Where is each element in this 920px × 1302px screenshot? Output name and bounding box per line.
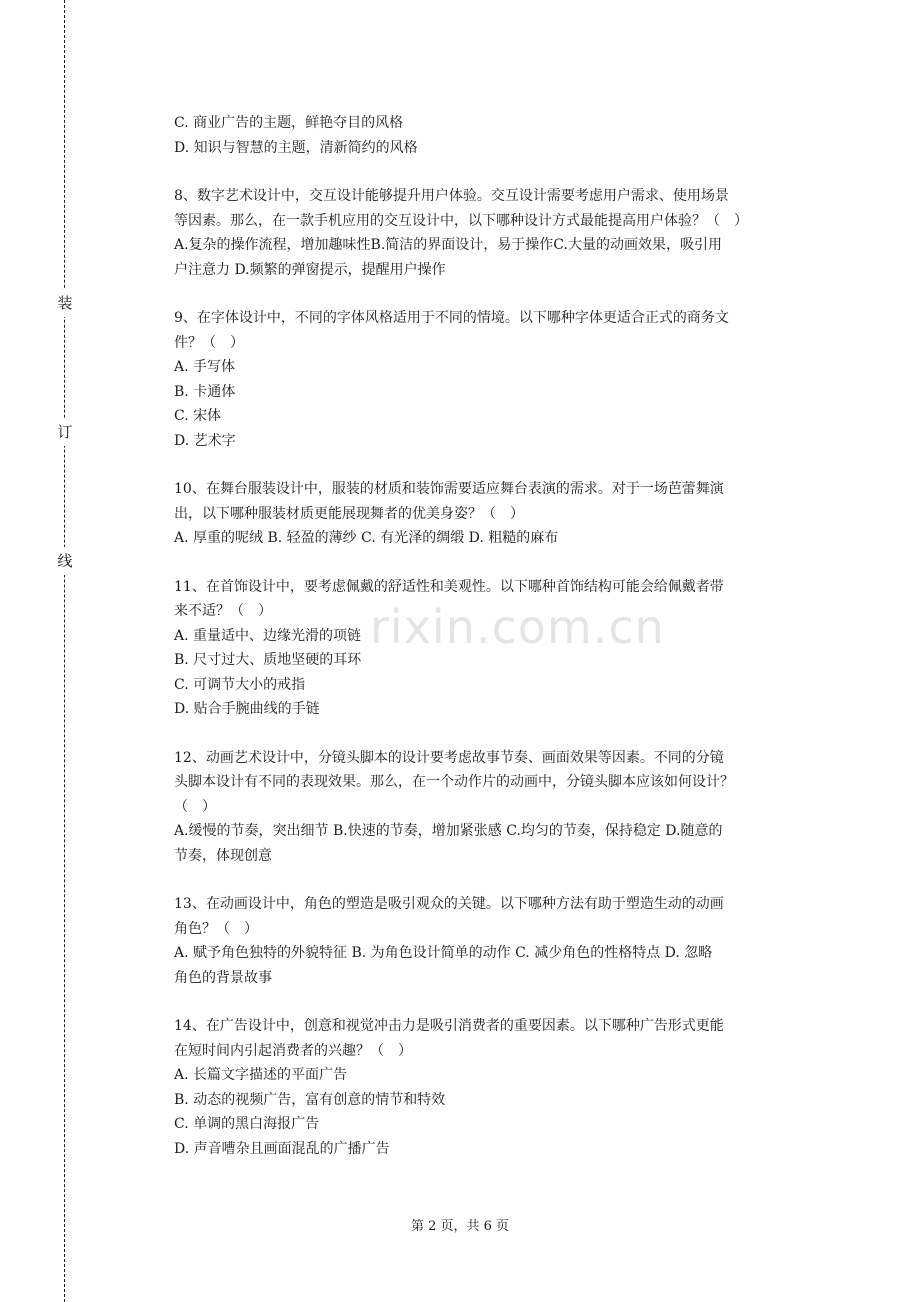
options-text: A. 赋予角色独特的外貌特征 B. 为角色设计简单的动作 C. 减少角色的性格特点 D. 忽略 bbox=[174, 945, 713, 961]
question-text: 件？（ ） bbox=[174, 334, 244, 351]
option-b: B. 动态的视频广告，富有创意的情节和特效 bbox=[174, 1091, 446, 1108]
options-text: 角色的背景故事 bbox=[174, 969, 272, 986]
question-13 bbox=[174, 892, 824, 990]
question-text: 在短时间内引起消费者的兴趣？（ ） bbox=[174, 1042, 412, 1059]
question-text: （ ） bbox=[174, 798, 216, 815]
options-text: A.复杂的操作流程，增加趣味性B.简洁的界面设计，易于操作C.大量的动画效果，吸引用 bbox=[174, 237, 722, 253]
option-c: C. 可调节大小的戒指 bbox=[174, 676, 306, 693]
binding-char-ding: 订 bbox=[56, 418, 74, 446]
question-text: 头脚本设计有不同的表现效果。那么，在一个动作片的动画中，分镜头脚本应该如何设计？ bbox=[174, 774, 734, 790]
question-content bbox=[174, 111, 824, 1161]
question-text: 等因素。那么，在一款手机应用的交互设计中，以下哪种设计方式最能提高用户体验？（ ） bbox=[174, 212, 748, 229]
options-text: A.缓慢的节奏，突出细节 B.快速的节奏，增加紧张感 C.均匀的节奏，保持稳定 D.随意的 bbox=[174, 823, 723, 839]
options-text: 节奏，体现创意 bbox=[174, 847, 272, 864]
option-a: A. 长篇文字描述的平面广告 bbox=[174, 1067, 348, 1083]
question-7-tail bbox=[174, 111, 824, 160]
question-text: 9、在字体设计中，不同的字体风格适用于不同的情境。以下哪种字体更适合正式的商务文 bbox=[174, 310, 729, 326]
question-text: 13、在动画设计中，角色的塑造是吸引观众的关键。以下哪种方法有助于塑造生动的动画 bbox=[174, 896, 724, 912]
binding-char-xian: 线 bbox=[56, 547, 74, 575]
option-d: D. 艺术字 bbox=[174, 432, 236, 449]
question-text: 来不适？（ ） bbox=[174, 603, 272, 619]
option-b: B. 卡通体 bbox=[174, 383, 236, 400]
option-c: C. 单调的黑白海报广告 bbox=[174, 1116, 320, 1132]
option-b: B. 尺寸过大、质地坚硬的耳环 bbox=[174, 652, 362, 668]
option-c: C. 商业广告的主题，鲜艳夺目的风格 bbox=[174, 115, 404, 131]
binding-char-zhuang: 装 bbox=[56, 289, 74, 317]
watermark: rixin.com.cn bbox=[370, 600, 665, 654]
option-a: A. 重量适中、边缘光滑的项链 bbox=[174, 627, 362, 644]
question-text: 角色？（ ） bbox=[174, 920, 258, 937]
options-text: A. 厚重的呢绒 B. 轻盈的薄纱 C. 有光泽的绸缎 D. 粗糙的麻布 bbox=[174, 530, 559, 546]
question-9 bbox=[174, 306, 824, 453]
question-text: 14、在广告设计中，创意和视觉冲击力是吸引消费者的重要因素。以下哪种广告形式更能 bbox=[174, 1018, 724, 1034]
question-10 bbox=[174, 477, 824, 551]
question-text: 11、在首饰设计中，要考虑佩戴的舒适性和美观性。以下哪种首饰结构可能会给佩戴者带 bbox=[174, 578, 724, 595]
options-text: 户注意力 D.频繁的弹窗提示，提醒用户操作 bbox=[174, 261, 446, 278]
question-text: 出，以下哪种服装材质更能展现舞者的优美身姿？（ ） bbox=[174, 505, 524, 522]
option-d: D. 知识与智慧的主题，清新简约的风格 bbox=[174, 139, 418, 156]
option-c: C. 宋体 bbox=[174, 408, 222, 424]
option-d: D. 贴合手腕曲线的手链 bbox=[174, 701, 320, 717]
question-12 bbox=[174, 746, 824, 869]
question-text: 12、动画艺术设计中，分镜头脚本的设计要考虑故事节奏、画面效果等因素。不同的分镜 bbox=[174, 749, 724, 766]
question-14 bbox=[174, 1014, 824, 1161]
option-a: A. 手写体 bbox=[174, 359, 236, 375]
question-text: 8、数字艺术设计中，交互设计能够提升用户体验。交互设计需要考虑用户需求、使用场景 bbox=[174, 188, 729, 204]
question-8 bbox=[174, 184, 824, 282]
option-d: D. 声音嘈杂且画面混乱的广播广告 bbox=[174, 1140, 390, 1157]
binding-dashed-line bbox=[64, 0, 65, 1302]
question-text: 10、在舞台服装设计中，服装的材质和装饰需要适应舞台表演的需求。对于一场芭蕾舞演 bbox=[174, 481, 724, 497]
question-11 bbox=[174, 575, 824, 722]
page-number: 第 2 页，共 6 页 bbox=[410, 1219, 510, 1234]
